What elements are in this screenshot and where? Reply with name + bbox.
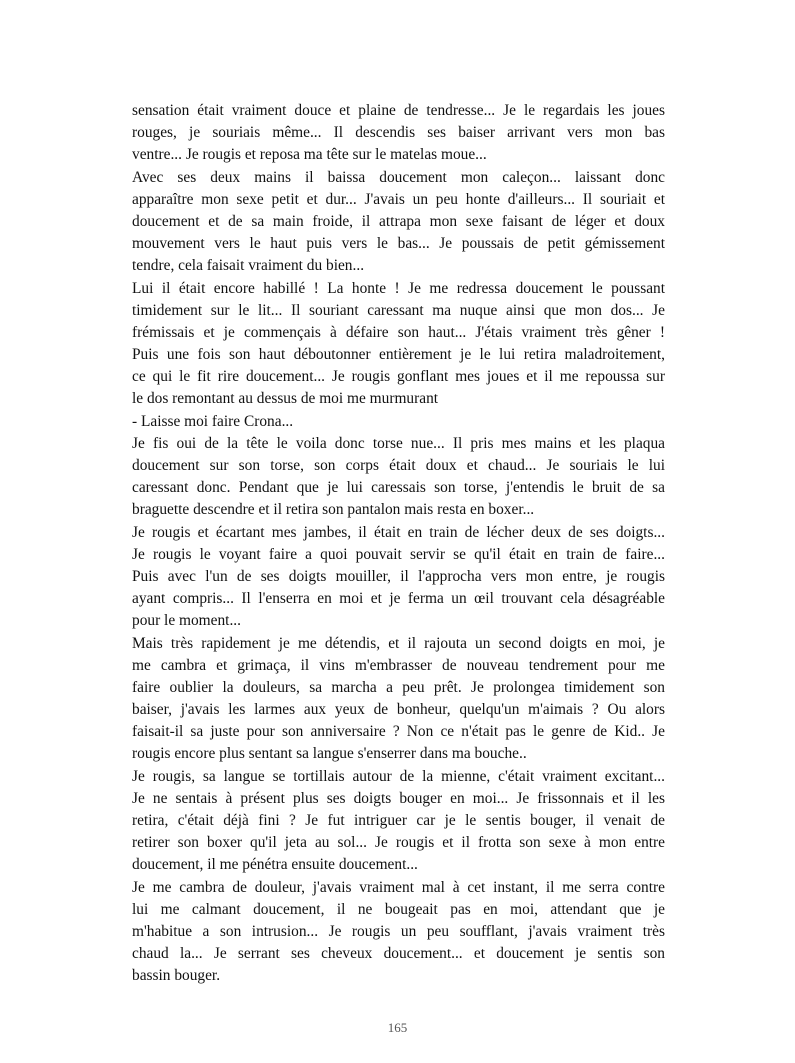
text-line: Lui il était encore habillé ! La honte ! Je me redressa doucement le poussant xyxy=(132,279,665,297)
text-line: Je rougis et écartant mes jambes, il était en train de lécher deux de ses doigts... xyxy=(132,523,665,541)
text-line: m'habitue a son intrusion... Je rougis un peu soufflant, j'avais vraiment très xyxy=(132,922,665,940)
text-line: Je fis oui de la tête le voila donc torse nue... Il pris mes mains et les plaqua xyxy=(132,434,665,452)
text-line: Je rougis, sa langue se tortillais autour de la mienne, c'était vraiment excitant... xyxy=(132,767,665,785)
text-line: ce qui le fit rire doucement... Je rougis gonflant mes joues et il me repoussa sur xyxy=(132,368,665,386)
text-line: mouvement vers le haut puis vers le bas... Je poussais de petit gémissement xyxy=(132,235,665,253)
text-line: doucement, il me pénétra ensuite doucement... xyxy=(132,856,418,874)
text-line: ayant compris... Il l'enserra en moi et je ferma un œil trouvant cela désagréable xyxy=(132,590,665,608)
text-line: Avec ses deux mains il baissa doucement mon caleçon... laissant donc xyxy=(132,168,665,186)
text-line: me cambra et grimaça, il vins m'embrasser de nouveau tendrement pour me xyxy=(132,656,665,674)
text-line: retira, c'était déjà fini ? Je fut intriguer car je le sentis bouger, il venait de xyxy=(132,812,665,829)
text-line: Puis avec l'un de ses doigts mouiller, il l'approcha vers mon entre, je rougis xyxy=(132,567,665,585)
text-line: retirer son boxer qu'il jeta au sol... Je rougis et il frotta son sexe à mon entre xyxy=(132,834,665,852)
text-line: Puis une fois son haut déboutonner entièrement je le lui retira maladroitement, xyxy=(132,346,665,364)
text-line: frémissais et je commençais à défaire son haut... J'étais vraiment très gêner ! xyxy=(132,323,665,341)
text-line: chaud la... Je serrant ses cheveux doucement... et doucement je sentis son xyxy=(132,945,665,963)
text-line: le dos remontant au dessus de moi me murmurant xyxy=(132,390,439,408)
page-body-text xyxy=(132,100,665,988)
text-line: braguette descendre et il retira son pantalon mais resta en boxer... xyxy=(132,501,535,519)
text-line: baiser, j'avais les larmes aux yeux de bonheur, quelqu'un m'aimais ? Ou alors xyxy=(132,701,665,719)
text-line: tendre, cela faisait vraiment du bien... xyxy=(132,257,365,275)
text-line: Je me cambra de douleur, j'avais vraiment mal à cet instant, il me serra contre xyxy=(132,878,665,896)
text-line: rouges, je souriais même... Il descendis ses baiser arrivant vers mon bas xyxy=(132,124,665,142)
text-line: ventre... Je rougis et reposa ma tête sur le matelas moue... xyxy=(132,146,487,164)
text-line: Je ne sentais à présent plus ses doigts bouger en moi... Je frissonnais et il les xyxy=(132,789,665,807)
text-line: doucement sur son torse, son corps était doux et chaud... Je souriais le lui xyxy=(132,457,665,474)
text-line: Mais très rapidement je me détendis, et il rajouta un second doigts en moi, je xyxy=(132,634,665,652)
text-line: lui me calmant doucement, il ne bougeait pas en moi, attendant que je xyxy=(132,900,665,918)
text-line: bassin bouger. xyxy=(132,967,221,985)
text-line: pour le moment... xyxy=(132,612,241,630)
text-line: apparaître mon sexe petit et dur... J'avais un peu honte d'ailleurs... Il souriait et xyxy=(132,190,665,208)
text-line: faisait-il sa juste pour son anniversaire ? Non ce n'était pas le genre de Kid.. Je xyxy=(132,723,665,741)
text-line: doucement et de sa main froide, il attrapa mon sexe faisant de léger et doux xyxy=(132,212,665,230)
text-line: sensation était vraiment douce et plaine de tendresse... Je le regardais les joues xyxy=(132,102,665,119)
text-line: timidement sur le lit... Il souriant caressant ma nuque ainsi que mon dos... Je xyxy=(132,301,665,319)
text-line: Je rougis le voyant faire a quoi pouvait servir se qu'il était en train de faire... xyxy=(132,545,665,563)
text-line: caressant donc. Pendant que je lui caressais son torse, j'entendis le bruit de sa xyxy=(132,479,665,497)
text-line: rougis encore plus sentant sa langue s'enserrer dans ma bouche.. xyxy=(132,745,527,763)
text-line: - Laisse moi faire Crona... xyxy=(132,412,294,430)
text-line: faire oublier la douleurs, sa marcha a peu prêt. Je prolongea timidement son xyxy=(132,678,665,696)
page-number: 165 xyxy=(387,1020,408,1035)
